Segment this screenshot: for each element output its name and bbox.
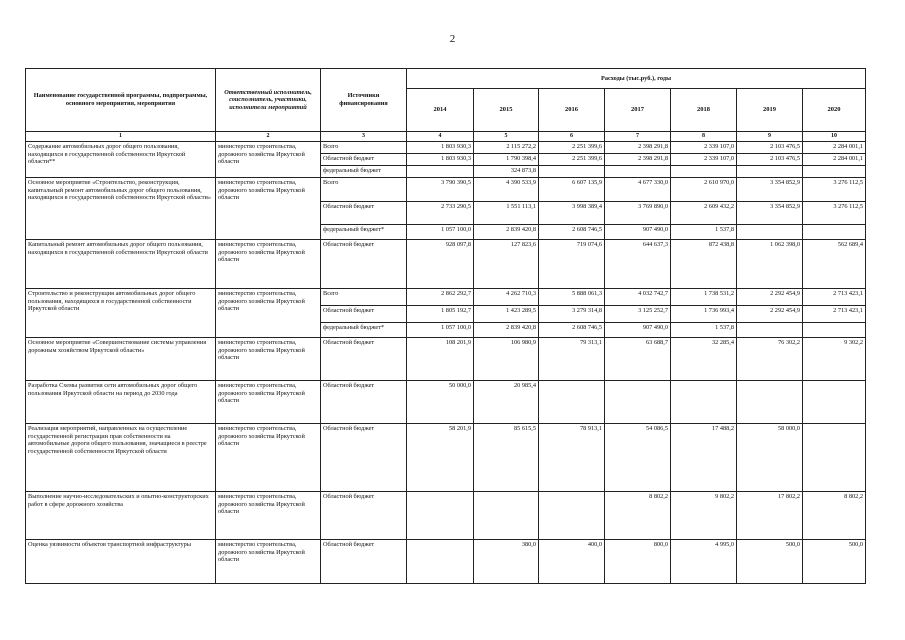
expense-value: 3 125 252,7: [605, 306, 671, 323]
expense-value: [737, 225, 803, 240]
expense-value: 108 201,9: [407, 338, 474, 381]
expense-value: [671, 166, 737, 178]
expense-value: 2 839 420,8: [474, 225, 539, 240]
funding-source: Областной бюджет: [321, 202, 407, 225]
expense-value: 2 251 399,6: [539, 154, 605, 166]
expense-value: 76 302,2: [737, 338, 803, 381]
expense-value: 3 276 112,5: [803, 178, 866, 202]
table-body: [26, 142, 866, 584]
expense-value: 2 115 272,2: [474, 142, 539, 154]
expense-value: [539, 492, 605, 540]
activity-name: Основное мероприятие «Совершенствование системы управления дорожным хозяйством Иркутской области»: [26, 338, 216, 381]
activity-name: Основное мероприятие «Строительство, реконструкция, капитальный ремонт автомобильных дорог общего пользования, находящихся в государственной собственности Иркутской области»: [26, 178, 216, 240]
expense-value: 2 398 291,8: [605, 142, 671, 154]
expense-value: 1 537,8: [671, 225, 737, 240]
expense-value: 907 490,0: [605, 323, 671, 338]
expense-value: 2 292 454,9: [737, 289, 803, 306]
funding-source: Областной бюджет: [321, 154, 407, 166]
expense-value: [671, 381, 737, 424]
header-year: 2014: [407, 89, 474, 132]
expense-value: [803, 225, 866, 240]
expense-value: 1 062 398,0: [737, 240, 803, 289]
expense-value: 85 615,5: [474, 424, 539, 492]
expense-value: [407, 540, 474, 584]
column-number: 8: [671, 132, 737, 142]
expense-value: 380,0: [474, 540, 539, 584]
expense-value: [737, 381, 803, 424]
expense-value: 562 689,4: [803, 240, 866, 289]
expense-value: 928 097,8: [407, 240, 474, 289]
funding-source: федеральный бюджет*: [321, 225, 407, 240]
expense-value: 79 313,1: [539, 338, 605, 381]
table-row: [26, 492, 866, 540]
funding-source: федеральный бюджет: [321, 166, 407, 178]
expense-value: 2 292 454,9: [737, 306, 803, 323]
responsible-executor: министерство строительства, дорожного хозяйства Иркутской области: [216, 492, 321, 540]
expense-value: 2 339 107,0: [671, 142, 737, 154]
expense-value: 58 201,9: [407, 424, 474, 492]
activity-name: Содержание автомобильных дорог общего пользования, находящихся в государственной собственности Иркутской области**: [26, 142, 216, 178]
expense-value: 3 354 852,9: [737, 178, 803, 202]
expense-value: 3 998 389,4: [539, 202, 605, 225]
expense-value: 1 803 930,3: [407, 154, 474, 166]
expense-value: 63 688,7: [605, 338, 671, 381]
responsible-executor: министерство строительства, дорожного хозяйства Иркутской области: [216, 289, 321, 338]
expense-value: 8 802,2: [803, 492, 866, 540]
funding-source: Областной бюджет: [321, 492, 407, 540]
expense-value: 9 802,2: [671, 492, 737, 540]
header-year: 2016: [539, 89, 605, 132]
expense-value: [803, 381, 866, 424]
expense-value: 1 551 113,1: [474, 202, 539, 225]
funding-source: Всего: [321, 178, 407, 202]
expense-value: [539, 381, 605, 424]
header-year: 2018: [671, 89, 737, 132]
expense-value: 8 802,2: [605, 492, 671, 540]
column-number: 4: [407, 132, 474, 142]
expense-value: [539, 166, 605, 178]
expense-value: 2 398 291,8: [605, 154, 671, 166]
activity-name: Оценка уязвимости объектов транспортной инфраструктуры: [26, 540, 216, 584]
funding-source: Областной бюджет: [321, 338, 407, 381]
expense-value: 1 057 100,0: [407, 323, 474, 338]
column-number: 2: [216, 132, 321, 142]
expense-value: 1 805 192,7: [407, 306, 474, 323]
expense-value: 17 488,2: [671, 424, 737, 492]
expense-value: [407, 166, 474, 178]
expense-value: 9 302,2: [803, 338, 866, 381]
expense-value: 3 790 390,5: [407, 178, 474, 202]
expense-value: [474, 492, 539, 540]
expense-value: 2 733 290,5: [407, 202, 474, 225]
expense-value: 106 980,9: [474, 338, 539, 381]
table-row: [26, 424, 866, 492]
page-number: 2: [449, 33, 456, 45]
activity-name: Выполнение научно-исследовательских и опытно-конструкторских работ в сфере дорожного хозяйства: [26, 492, 216, 540]
header-responsible: Ответственный исполнитель, соисполнитель, участники, исполнители мероприятий: [216, 69, 321, 132]
expense-value: 4 262 710,3: [474, 289, 539, 306]
expense-value: 127 823,6: [474, 240, 539, 289]
expense-value: [737, 323, 803, 338]
responsible-executor: министерство строительства, дорожного хозяйства Иркутской области: [216, 540, 321, 584]
expense-value: 4 390 533,9: [474, 178, 539, 202]
expense-value: 2 284 001,1: [803, 154, 866, 166]
expense-value: 2 713 423,1: [803, 289, 866, 306]
table-row: [26, 338, 866, 381]
responsible-executor: министерство строительства, дорожного хозяйства Иркутской области: [216, 142, 321, 178]
funding-source: Областной бюджет: [321, 381, 407, 424]
header-year: 2019: [737, 89, 803, 132]
column-number: 7: [605, 132, 671, 142]
expense-value: 500,0: [737, 540, 803, 584]
header-name: Наименование государственной программы, подпрограммы, основного мероприятия, мероприятия: [26, 69, 216, 132]
expense-value: 400,0: [539, 540, 605, 584]
expense-value: 2 284 001,1: [803, 142, 866, 154]
funding-source: Всего: [321, 289, 407, 306]
activity-name: Разработка Схемы развития сети автомобильных дорог общего пользования Иркутской области на период до 2030 года: [26, 381, 216, 424]
header-source: Источники финансирования: [321, 69, 407, 132]
funding-source: Всего: [321, 142, 407, 154]
expense-value: 1 790 398,4: [474, 154, 539, 166]
expense-value: 2 339 107,0: [671, 154, 737, 166]
responsible-executor: министерство строительства, дорожного хозяйства Иркутской области: [216, 338, 321, 381]
header-year: 2015: [474, 89, 539, 132]
expense-value: 5 888 061,3: [539, 289, 605, 306]
expense-value: 719 074,6: [539, 240, 605, 289]
activity-name: Строительство и реконструкция автомобильных дорог общего пользования, находящихся в государственной собственности Иркутской области: [26, 289, 216, 338]
expense-value: 2 251 399,6: [539, 142, 605, 154]
expense-value: 17 802,2: [737, 492, 803, 540]
expense-value: 2 839 420,8: [474, 323, 539, 338]
responsible-executor: министерство строительства, дорожного хозяйства Иркутской области: [216, 178, 321, 240]
expense-value: 2 103 476,5: [737, 154, 803, 166]
funding-source: Областной бюджет: [321, 306, 407, 323]
expense-value: 32 285,4: [671, 338, 737, 381]
expense-value: 4 995,0: [671, 540, 737, 584]
header-expenses: Расходы (тыс.руб.), годы: [407, 69, 866, 89]
responsible-executor: министерство строительства, дорожного хозяйства Иркутской области: [216, 424, 321, 492]
column-number: 9: [737, 132, 803, 142]
table-row: [26, 142, 866, 154]
table-row: [26, 240, 866, 289]
column-number: 5: [474, 132, 539, 142]
expense-value: [605, 166, 671, 178]
expense-value: 907 490,0: [605, 225, 671, 240]
expense-value: 20 985,4: [474, 381, 539, 424]
responsible-executor: министерство строительства, дорожного хозяйства Иркутской области: [216, 240, 321, 289]
expense-value: 1 738 531,2: [671, 289, 737, 306]
expense-value: [803, 424, 866, 492]
expense-value: 54 086,5: [605, 424, 671, 492]
responsible-executor: министерство строительства, дорожного хозяйства Иркутской области: [216, 381, 321, 424]
table-row: [26, 540, 866, 584]
expense-value: 2 713 423,1: [803, 306, 866, 323]
expense-value: 3 279 314,8: [539, 306, 605, 323]
expense-value: 644 637,3: [605, 240, 671, 289]
budget-table: [25, 68, 866, 584]
expense-value: 3 276 112,5: [803, 202, 866, 225]
column-number: 6: [539, 132, 605, 142]
expense-value: 2 608 746,5: [539, 323, 605, 338]
column-number: 1: [26, 132, 216, 142]
expense-value: [407, 492, 474, 540]
expense-value: 2 609 432,2: [671, 202, 737, 225]
funding-source: Областной бюджет: [321, 240, 407, 289]
expense-value: [737, 166, 803, 178]
funding-source: Областной бюджет: [321, 540, 407, 584]
expense-value: 78 913,1: [539, 424, 605, 492]
header-year: 2017: [605, 89, 671, 132]
expense-value: 1 423 289,5: [474, 306, 539, 323]
expense-value: 58 000,0: [737, 424, 803, 492]
expense-value: 50 000,0: [407, 381, 474, 424]
expense-value: 1 057 100,0: [407, 225, 474, 240]
funding-source: Областной бюджет: [321, 424, 407, 492]
activity-name: Капитальный ремонт автомобильных дорог общего пользования, находящихся в государственной собственности Иркутской области: [26, 240, 216, 289]
expense-value: 3 769 890,0: [605, 202, 671, 225]
expense-value: 3 354 852,9: [737, 202, 803, 225]
expense-value: 1 537,8: [671, 323, 737, 338]
expense-value: [803, 166, 866, 178]
table-row: [26, 381, 866, 424]
expense-value: 872 438,8: [671, 240, 737, 289]
table-row: [26, 178, 866, 202]
expense-value: 324 873,8: [474, 166, 539, 178]
expense-value: 2 610 970,0: [671, 178, 737, 202]
expense-value: 4 032 742,7: [605, 289, 671, 306]
expense-value: 800,0: [605, 540, 671, 584]
table-row: [26, 289, 866, 306]
activity-name: Реализация мероприятий, направленных на осуществление государственной регистрации прав собственности на автомобильные дороги общего пользования, значащиеся в реестре государственной собственности Иркутской области: [26, 424, 216, 492]
expense-value: [605, 381, 671, 424]
expense-value: 500,0: [803, 540, 866, 584]
expense-value: 2 608 746,5: [539, 225, 605, 240]
expense-value: 1 736 993,4: [671, 306, 737, 323]
column-number: 3: [321, 132, 407, 142]
expense-value: 2 862 292,7: [407, 289, 474, 306]
funding-source: федеральный бюджет*: [321, 323, 407, 338]
column-number: 10: [803, 132, 866, 142]
expense-value: [803, 323, 866, 338]
expense-value: 2 103 476,5: [737, 142, 803, 154]
expense-value: 4 677 330,0: [605, 178, 671, 202]
expense-value: 6 607 135,9: [539, 178, 605, 202]
header-year: 2020: [803, 89, 866, 132]
expense-value: 1 803 930,3: [407, 142, 474, 154]
